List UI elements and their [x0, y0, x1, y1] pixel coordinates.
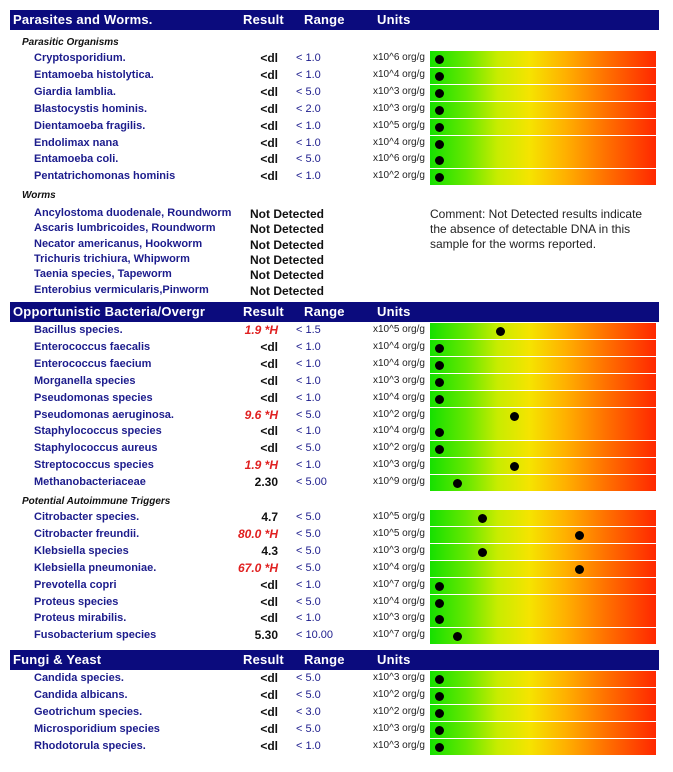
section-header [10, 10, 659, 30]
worm-result: Not Detected [250, 268, 325, 283]
units-label: x10^3 org/g [373, 459, 425, 471]
level-gradient-bar [430, 595, 656, 611]
column-header-result: Result [243, 652, 284, 667]
level-gradient-bar [430, 458, 656, 474]
section-header [10, 302, 659, 322]
reference-range: < 1.0 [296, 612, 321, 625]
reference-range: < 1.0 [296, 374, 321, 387]
level-gradient-bar [430, 475, 656, 491]
level-marker [435, 582, 444, 591]
result-value: <dl [260, 84, 278, 99]
result-value: <dl [260, 356, 278, 371]
organism-name: Methanobacteriaceae [34, 476, 146, 489]
organism-name: Entamoeba coli. [34, 153, 119, 166]
reference-range: < 1.0 [296, 459, 321, 472]
reference-range: < 1.0 [296, 391, 321, 404]
organism-name: Streptococcus species [34, 459, 154, 472]
level-marker [510, 412, 519, 421]
level-gradient-bar [430, 739, 656, 755]
result-value: <dl [260, 594, 278, 609]
units-label: x10^3 org/g [373, 612, 425, 624]
organism-name: Citrobacter species. [34, 511, 140, 523]
organism-name: Entamoeba histolytica. [34, 68, 154, 81]
reference-range: < 5.0 [296, 672, 321, 684]
level-marker [435, 123, 444, 132]
units-label: x10^4 org/g [373, 391, 425, 403]
level-marker [435, 140, 444, 149]
units-label: x10^3 org/g [373, 102, 425, 114]
worm-name: Ancylostoma duodenale, Roundworm [34, 207, 232, 219]
level-marker [435, 726, 444, 735]
organism-name: Enterococcus faecium [34, 357, 152, 370]
reference-range: < 5.0 [296, 527, 321, 540]
result-value: 2.30 [254, 475, 278, 490]
organism-name: Blastocystis hominis. [34, 102, 148, 115]
units-label: x10^2 org/g [373, 688, 425, 700]
result-value: <dl [260, 135, 278, 150]
level-gradient-bar [430, 152, 656, 168]
worm-result: Not Detected [250, 207, 325, 221]
organism-name: Candida albicans. [34, 688, 128, 701]
reference-range: < 5.0 [296, 561, 321, 574]
result-value: <dl [260, 101, 278, 116]
level-gradient-bar [430, 51, 656, 67]
result-value: <dl [260, 339, 278, 354]
level-gradient-bar [430, 441, 656, 457]
level-marker [435, 378, 444, 387]
units-label: x10^2 org/g [373, 408, 425, 420]
reference-range: < 1.0 [296, 170, 321, 183]
worm-name: Necator americanus, Hookworm [34, 237, 203, 250]
organism-name: Staphylococcus species [34, 425, 162, 438]
level-gradient-bar [430, 68, 656, 84]
column-header-result: Result [243, 304, 284, 319]
level-marker [435, 599, 444, 608]
reference-range: < 5.0 [296, 408, 321, 421]
result-value: <dl [260, 577, 278, 592]
level-marker [435, 89, 444, 98]
level-gradient-bar [430, 136, 656, 152]
reference-range: < 1.0 [296, 52, 321, 64]
reference-range: < 3.0 [296, 705, 321, 718]
reference-range: < 5.0 [296, 595, 321, 608]
worms-comment: Comment: Not Detected results indicate the absence of detectable DNA in this sample for the worms reported. [430, 207, 643, 251]
reference-range: < 1.0 [296, 425, 321, 438]
column-header-units: Units [377, 652, 411, 667]
units-label: x10^4 org/g [373, 68, 425, 80]
worm-result: Not Detected [250, 237, 325, 252]
level-gradient-bar [430, 611, 656, 627]
reference-range: < 1.0 [296, 119, 321, 132]
column-header-result: Result [243, 12, 284, 27]
organism-name: Pseudomonas aeruginosa. [34, 408, 174, 421]
level-gradient-bar [430, 722, 656, 738]
column-header-range: Range [304, 304, 345, 319]
level-gradient-bar [430, 408, 656, 424]
units-label: x10^7 org/g [373, 578, 425, 590]
reference-range: < 5.0 [296, 153, 321, 166]
result-value: <dl [260, 67, 278, 82]
units-label: x10^4 org/g [373, 425, 425, 437]
units-label: x10^5 org/g [373, 324, 425, 335]
units-label: x10^4 org/g [373, 357, 425, 369]
result-value: 1.9 *H [244, 323, 278, 337]
level-marker [478, 548, 487, 557]
level-marker [435, 743, 444, 752]
units-label: x10^3 org/g [373, 722, 425, 734]
reference-range: < 1.0 [296, 739, 321, 752]
level-gradient-bar [430, 357, 656, 373]
column-header-range: Range [304, 652, 345, 667]
result-value: <dl [260, 704, 278, 719]
level-gradient-bar [430, 374, 656, 390]
level-marker [496, 327, 505, 336]
organism-name: Candida species. [34, 672, 124, 684]
organism-name: Pentatrichomonas hominis [34, 170, 176, 183]
result-value: <dl [260, 373, 278, 388]
level-gradient-bar [430, 510, 656, 526]
level-gradient-bar [430, 340, 656, 356]
column-header-units: Units [377, 304, 411, 319]
units-label: x10^4 org/g [373, 136, 425, 148]
organism-name: Bacillus species. [34, 324, 123, 336]
section-header [10, 650, 659, 670]
level-marker [435, 395, 444, 404]
section-title: Parasites and Worms. [13, 12, 153, 27]
level-marker [435, 344, 444, 353]
level-gradient-bar [430, 102, 656, 118]
level-marker [510, 462, 519, 471]
level-gradient-bar [430, 671, 656, 687]
result-value: <dl [260, 424, 278, 439]
organism-name: Klebsiella pneumoniae. [34, 561, 157, 574]
reference-range: < 10.00 [296, 629, 334, 642]
reference-range: < 5.0 [296, 544, 321, 557]
reference-range: < 5.0 [296, 85, 321, 98]
organism-name: Proteus mirabilis. [34, 612, 127, 625]
organism-name: Giardia lamblia. [34, 85, 116, 98]
result-value: <dl [260, 152, 278, 167]
level-gradient-bar [430, 561, 656, 577]
organism-name: Enterococcus faecalis [34, 340, 151, 353]
result-value: 4.3 [261, 543, 278, 558]
result-value: 80.0 *H [237, 526, 278, 541]
units-label: x10^6 org/g [373, 153, 425, 165]
result-value: 1.9 *H [244, 458, 278, 473]
organism-name: Cryptosporidium. [34, 52, 126, 64]
reference-range: < 1.0 [296, 136, 321, 149]
organism-name: Pseudomonas species [34, 391, 153, 404]
organism-name: Rhodotorula species. [34, 739, 146, 752]
reference-range: < 5.00 [296, 476, 327, 489]
units-label: x10^4 org/g [373, 340, 425, 352]
result-value: <dl [260, 611, 278, 626]
organism-name: Staphylococcus aureus [34, 442, 158, 455]
units-label: x10^2 org/g [373, 442, 425, 454]
group-label: Potential Autoimmune Triggers [22, 496, 171, 507]
units-label: x10^7 org/g [373, 629, 425, 641]
level-marker [435, 675, 444, 684]
level-gradient-bar [430, 391, 656, 407]
organism-name: Klebsiella species [34, 544, 129, 557]
organism-name: Endolimax nana [34, 136, 119, 149]
result-value: <dl [260, 441, 278, 456]
result-value: <dl [260, 738, 278, 753]
reference-range: < 1.0 [296, 578, 321, 591]
level-gradient-bar [430, 578, 656, 594]
units-label: x10^4 org/g [373, 595, 425, 607]
organism-name: Dientamoeba fragilis. [34, 119, 146, 132]
level-marker [575, 565, 584, 574]
column-header-range: Range [304, 12, 345, 27]
reference-range: < 5.0 [296, 511, 321, 523]
level-gradient-bar [430, 628, 656, 644]
level-marker [435, 106, 444, 115]
level-marker [575, 531, 584, 540]
units-label: x10^3 org/g [373, 374, 425, 386]
result-value: <dl [260, 169, 278, 184]
level-gradient-bar [430, 169, 656, 185]
units-label: x10^5 org/g [373, 527, 425, 539]
level-gradient-bar [430, 688, 656, 704]
units-label: x10^2 org/g [373, 705, 425, 717]
reference-range: < 2.0 [296, 102, 321, 115]
level-gradient-bar [430, 85, 656, 101]
section-title: Opportunistic Bacteria/Overgr [13, 304, 206, 319]
worm-result: Not Detected [250, 283, 325, 298]
column-header-units: Units [377, 12, 411, 27]
worm-result: Not Detected [250, 252, 325, 267]
level-marker [478, 514, 487, 523]
level-marker [435, 361, 444, 370]
result-value: <dl [260, 390, 278, 405]
result-value: 67.0 *H [237, 560, 278, 575]
organism-name: Proteus species [34, 595, 119, 608]
level-gradient-bar [430, 119, 656, 135]
organism-name: Fusobacterium species [34, 629, 157, 642]
result-value: <dl [260, 687, 278, 702]
result-value: <dl [260, 118, 278, 133]
worm-name: Enterobius vermicularis,Pinworm [34, 283, 209, 296]
level-gradient-bar [430, 323, 656, 339]
section-title: Fungi & Yeast [13, 652, 102, 667]
units-label: x10^3 org/g [373, 85, 425, 97]
worm-name: Trichuris trichiura, Whipworm [34, 252, 190, 265]
organism-name: Prevotella copri [34, 578, 117, 591]
level-gradient-bar [430, 705, 656, 721]
reference-range: < 1.5 [296, 324, 321, 336]
level-gradient-bar [430, 424, 656, 440]
worm-name: Taenia species, Tapeworm [34, 268, 172, 281]
worm-name: Ascaris lumbricoides, Roundworm [34, 222, 216, 235]
organism-name: Citrobacter freundii. [34, 527, 140, 540]
reference-range: < 1.0 [296, 68, 321, 81]
reference-range: < 5.0 [296, 442, 321, 455]
level-marker [435, 709, 444, 718]
worm-result: Not Detected [250, 222, 325, 237]
result-value: 9.6 *H [244, 407, 278, 422]
organism-name: Geotrichum species. [34, 705, 143, 718]
level-marker [435, 692, 444, 701]
group-label: Parasitic Organisms [22, 37, 119, 48]
result-value: 5.30 [254, 628, 278, 643]
organism-name: Morganella species [34, 374, 136, 387]
result-value: 4.7 [261, 510, 278, 524]
organism-name: Microsporidium species [34, 722, 160, 735]
result-value: <dl [260, 671, 278, 685]
units-label: x10^5 org/g [373, 119, 425, 131]
reference-range: < 5.0 [296, 722, 321, 735]
units-label: x10^2 org/g [373, 170, 425, 182]
level-gradient-bar [430, 544, 656, 560]
group-label: Worms [22, 190, 56, 201]
level-marker [435, 55, 444, 64]
level-marker [435, 72, 444, 81]
units-label: x10^3 org/g [373, 672, 425, 683]
units-label: x10^9 org/g [373, 476, 425, 488]
result-value: <dl [260, 51, 278, 65]
reference-range: < 1.0 [296, 357, 321, 370]
reference-range: < 1.0 [296, 340, 321, 353]
units-label: x10^6 org/g [373, 52, 425, 63]
result-value: <dl [260, 721, 278, 736]
units-label: x10^3 org/g [373, 739, 425, 751]
level-gradient-bar [430, 527, 656, 543]
units-label: x10^3 org/g [373, 544, 425, 556]
reference-range: < 5.0 [296, 688, 321, 701]
units-label: x10^5 org/g [373, 511, 425, 522]
units-label: x10^4 org/g [373, 561, 425, 573]
